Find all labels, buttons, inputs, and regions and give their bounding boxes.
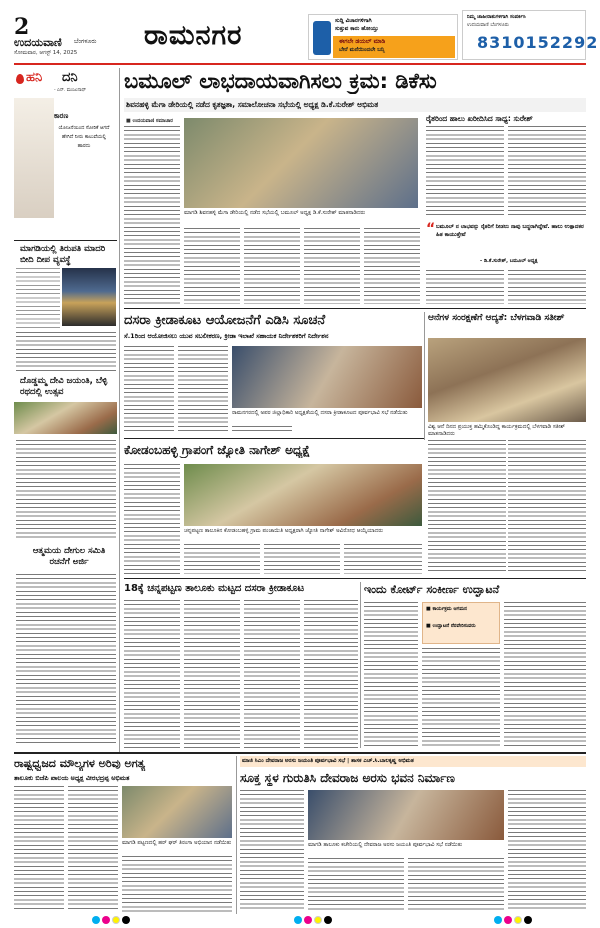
page-number: 2 bbox=[14, 14, 30, 40]
article-body bbox=[14, 786, 64, 912]
court-box-line: ■ ಉದ್ಘಾಟನೆ ನೆರವೇರಿಸುವರು bbox=[426, 623, 476, 629]
honey-column bbox=[14, 68, 114, 256]
registration-mark bbox=[294, 916, 302, 924]
bottom-left-headline: ರಾಷ್ಟ್ರಧ್ವಜದ ಮೌಲ್ಯಗಳ ಅರಿವು ಅಗತ್ಯ bbox=[14, 757, 146, 770]
left-headline-2: ದೊಡ್ಡಮ್ಮ ದೇವಿ ಜಯಂತಿ, ಬೆಳ್ಳಿ ರಥದಲ್ಲಿ ಉತ್ಸವ bbox=[20, 376, 108, 397]
elephant-photo-caption: ವಿಶ್ವ ಆನೆ ದಿನದ ಪ್ರಯುಕ್ತ ಹಮ್ಮಿಕೊಂಡಿದ್ದ ಕಾರ್ಯಕ್ರಮದಲ್ಲಿ ಬೆಳಗವಾಡಿ ಸತೀಶ್ ಮಾತನಾಡಿದರು bbox=[428, 424, 566, 437]
section-title: ರಾಮನಗರ bbox=[144, 20, 243, 51]
honey-author: - ಎನ್. ಮಂಜುನಾಥ್ bbox=[54, 88, 86, 93]
article-body bbox=[426, 270, 504, 304]
article-body bbox=[428, 440, 506, 574]
article-body bbox=[16, 440, 116, 540]
article-body bbox=[364, 228, 420, 304]
left-col-divider bbox=[119, 68, 120, 752]
temple-photo bbox=[14, 402, 117, 434]
court-info-box bbox=[422, 602, 500, 644]
center-ad bbox=[308, 14, 458, 60]
registration-mark bbox=[504, 916, 512, 924]
left-headline-3: ಆತ್ಮಮಯ ದೇಗುಲ ಸಮಿತಿ ರಚನೆಗೆ ಅರ್ಜಿ bbox=[32, 546, 106, 567]
article-body bbox=[124, 600, 180, 748]
phone-icon bbox=[313, 21, 331, 55]
flag-rally-caption: ಮಾಗಡಿ ಪಟ್ಟಣದಲ್ಲಿ ಹರ್ ಘರ್ ತಿರಂಗಾ ಅಭಿಯಾನ ನಡೆಯಿತು bbox=[122, 840, 232, 846]
arasu-meeting-photo bbox=[308, 790, 504, 840]
section-rule bbox=[124, 438, 424, 439]
article-body bbox=[178, 346, 228, 432]
ad-text: ಸುತ್ತುವ ಕಾರು ಹೋಯ್ತು bbox=[335, 26, 379, 32]
bottom-left-subhead: ತಾಲೂಕು ಬಿಜೆಪಿ ಪಾಲಯ ಅಧ್ಯಕ್ಷ ವೀರಭದ್ರಪ್ಪ ಅಭಿಮತ bbox=[14, 774, 130, 782]
registration-mark bbox=[92, 916, 100, 924]
registration-mark bbox=[304, 916, 312, 924]
honey-brand-a: ಹನಿ bbox=[26, 70, 43, 85]
dasara-photo-caption: ರಾಮನಗರದಲ್ಲಿ ಅಪರ ಜಿಲ್ಲಾಧಿಕಾರಿ ಅಧ್ಯಕ್ಷತೆಯಲ್ಲಿ ದಸರಾ ಕ್ರೀಡಾಕೂಟದ ಪೂರ್ವಭಾವಿ ಸಭೆ ನಡೆಯಿತು bbox=[232, 410, 408, 416]
article-body bbox=[184, 600, 240, 748]
court-box-line: ■ ಕಾರ್ಯಕ್ರಮ ಆಗಮನ bbox=[426, 606, 467, 612]
honey-title: ಕಾರಣ bbox=[54, 112, 69, 120]
ad-text: ಉದಯವಾಣಿ ಬೆಂಗಳೂರು bbox=[467, 22, 509, 28]
bottom-right-kicker: ಮಾಜಿ ಸಿಎಂ ದೇವರಾಜ ಅರಸು ಜಯಂತಿ ಪೂರ್ವಭಾವಿ ಸಭೆ | ಶಾಸಕ ಎಚ್.ಸಿ.ಬಾಲಕೃಷ್ಣ ಅಭಿಮತ bbox=[242, 758, 414, 764]
article-body bbox=[344, 544, 422, 574]
side-quote-author: - ಡಿ.ಕೆ.ಸುರೇಶ್, ಬಮೂಲ್ ಅಧ್ಯಕ್ಷ bbox=[480, 258, 538, 264]
phone-number: 8310152292 bbox=[477, 33, 599, 52]
main-photo-caption: ಮಾಗಡಿ ಶಿವನಹಳ್ಳಿ ಮೆಗಾ ಡೇರಿಯಲ್ಲಿ ನಡೆದ ಸಭೆಯಲ್ಲಿ ಬಮೂಲ್ ಅಧ್ಯಕ್ಷ ಡಿ.ಕೆ.ಸುರೇಶ್ ಮಾತನಾಡಿದರು bbox=[184, 210, 366, 216]
main-headline: ಬಮೂಲ್ ಲಾಭದಾಯವಾಗಿಸಲು ಕ್ರಮ: ಡಿಕೆಸು bbox=[124, 69, 437, 93]
registration-mark bbox=[112, 916, 120, 924]
article-body bbox=[508, 270, 586, 304]
article-body bbox=[16, 268, 60, 330]
article-body bbox=[240, 790, 304, 912]
article-body bbox=[364, 602, 418, 748]
article-body bbox=[122, 856, 232, 912]
main-byline: ■ ಉದಯವಾಣಿ ಸಮಾಚಾರ bbox=[126, 118, 173, 124]
ad-text: ಈಗಲೇ ಡಯಲ್ ಮಾಡಿ bbox=[339, 38, 386, 45]
section-rule bbox=[124, 578, 586, 579]
article-body bbox=[304, 228, 360, 304]
registration-mark bbox=[324, 916, 332, 924]
registration-mark bbox=[494, 916, 502, 924]
mid-divider bbox=[360, 582, 361, 748]
registration-mark bbox=[514, 916, 522, 924]
flame-icon bbox=[16, 74, 24, 84]
article-body bbox=[508, 790, 586, 912]
honey-brand-b: ದನಿ bbox=[62, 70, 78, 85]
honey-verse: ಯೋಜನೆಯಿಂದ ಸೋರಿಕೆ ಆಗದೆ ಹೇಗಿದೆ ನೀರು ಕಾಲುವೆಯಲ್ಲಿ ಹಾರದು bbox=[58, 125, 110, 149]
masthead bbox=[14, 14, 599, 60]
kodambahalli-photo-caption: ಚನ್ನಪಟ್ಟಣ ತಾಲೂಕಿನ ಕೋಡಂಬಹಳ್ಳಿ ಗ್ರಾಮ ಪಂಚಾಯಿತಿ ಅಧ್ಯಕ್ಷರಾಗಿ ಜ್ಯೋತಿ ನಾಗೇಶ್ ಅವಿರೋಧ ಆಯ್ಕೆಯಾದರು bbox=[184, 528, 384, 534]
article-body bbox=[408, 858, 504, 912]
paper-name: ಉದಯವಾಣಿ bbox=[14, 36, 62, 49]
bottom-divider bbox=[236, 756, 237, 914]
main-photo bbox=[184, 118, 418, 208]
article-body bbox=[232, 426, 292, 434]
section-rule bbox=[124, 308, 586, 309]
portrait-photo bbox=[14, 98, 54, 218]
arasu-meeting-caption: ಮಾಗಡಿ ತಾಲೂಕು ಕಚೇರಿಯಲ್ಲಿ ದೇವರಾಜ ಅರಸು ಜಯಂತಿ ಪೂರ್ವಭಾವಿ ಸಭೆ ನಡೆಯಿತು bbox=[308, 842, 463, 848]
article-body bbox=[124, 126, 180, 304]
left-headline-1: ಮಾಗಡಿಯಲ್ಲಿ ತಿರುಪತಿ ಮಾದರಿ ಬೀದಿ ದೀಪ ವ್ಯವಸ್ಥೆ bbox=[20, 244, 106, 265]
article-body bbox=[16, 574, 116, 746]
article-body bbox=[184, 544, 260, 574]
sports-headline: 18ಕ್ಕೆ ಚನ್ನಪಟ್ಟಣ ತಾಲೂಕು ಮಟ್ಟದ ದಸರಾ ಕ್ರೀಡಾಕೂಟ bbox=[124, 583, 305, 594]
article-body bbox=[124, 346, 174, 432]
edition: ಬೆಂಗಳೂರು bbox=[74, 38, 97, 45]
article-body bbox=[16, 332, 116, 372]
kodambahalli-headline: ಕೋಡಂಬಹಳ್ಳಿ ಗ್ರಾಪಂಗೆ ಜ್ಯೋತಿ ನಾಗೇಶ್ ಅಧ್ಯಕ್ಷೆ bbox=[124, 443, 311, 457]
flag-rally-photo bbox=[122, 786, 232, 838]
dasara-headline: ದಸರಾ ಕ್ರೀಡಾಕೂಟ ಆಯೋಜನೆಗೆ ಎಡಿಸಿ ಸೂಚನೆ bbox=[124, 313, 326, 328]
dasara-photo bbox=[232, 346, 422, 408]
elephant-headline: ಆನೆಗಳ ಸಂರಕ್ಷಣೆಗೆ ಆದ್ಯತೆ: ಬೆಳಗವಾಡಿ ಸತೀಶ್ bbox=[428, 313, 565, 323]
registration-mark bbox=[122, 916, 130, 924]
side-quote: ಬಮೂಲ್ ನ ಲಾಭವನ್ನು ರೈತರಿಗೆ ನೀಡಲು ನಾವು ಬದ್ಧರಾಗಿದ್ದೇವೆ. ಹಾಲು ಉತ್ಪಾದಕರ ಹಿತ ಕಾಯುತ್ತೇವೆ bbox=[436, 224, 584, 238]
issue-date: ಸೋಮವಾರ, ಆಗಸ್ಟ್ 14, 2025 bbox=[14, 50, 78, 56]
article-body bbox=[426, 126, 504, 218]
registration-mark bbox=[102, 916, 110, 924]
bottom-right-headline: ಸೂಕ್ತ ಸ್ಥಳ ಗುರುತಿಸಿ ದೇವರಾಜ ಅರಸು ಭವನ ನಿರ್ಮಾಣ bbox=[240, 771, 455, 785]
main-subhead: ಶಿವನಹಳ್ಳಿ ಮೆಗಾ ಡೇರಿಯಲ್ಲಿ ನಡೆದ ಕೃತಜ್ಞತಾ, ಸಮಾಲೋಚನಾ ಸಭೆಯಲ್ಲಿ ಅಧ್ಯಕ್ಷ ಡಿ.ಕೆ.ಸುರೇಶ್ ಅಭಿಮತ bbox=[126, 100, 379, 109]
ad-text: ಬೇರೆ ಮನೆಯಿಂದಲೇ ಬನ್ನಿ bbox=[339, 47, 385, 53]
right-ad bbox=[462, 10, 599, 60]
article-body bbox=[508, 440, 586, 574]
dasara-subhead: ಸೆ.1ರಿಂದ ಆಯೋಜಿಸಲು ಯುವ ಸಬಲೀಕರಣ, ಕ್ರೀಡಾ ಇಲಾಖೆ ಸಹಾಯಕ ನಿರ್ದೇಶಕರಿಗೆ ನಿರ್ದೇಶನ bbox=[124, 332, 329, 340]
article-body bbox=[68, 786, 118, 912]
side-headline: ರೈತರಿಂದ ಹಾಲು ಖರೀದಿಸಿದ ಸಾಧ್ಯ: ಸುರೇಶ್ bbox=[426, 114, 533, 123]
ad-text: ನಿಮ್ಮ ಜಾಹೀರಾತುಗಳಿಗಾಗಿ ಸಂಪರ್ಕಿಸಿ bbox=[467, 14, 526, 20]
registration-mark bbox=[524, 916, 532, 924]
street-lights-photo bbox=[62, 268, 116, 326]
article-body bbox=[124, 464, 180, 574]
article-body bbox=[264, 544, 340, 574]
article-body bbox=[184, 228, 240, 304]
article-body bbox=[244, 228, 300, 304]
article-body bbox=[508, 126, 586, 218]
masthead-rule bbox=[14, 63, 586, 65]
article-body bbox=[308, 858, 404, 912]
quote-mark-icon: “ bbox=[426, 221, 436, 237]
court-headline: ಇಂದು ಕೋರ್ಟ್ ಸಂಕೀರ್ಣ ಉದ್ಘಾಟನೆ bbox=[364, 583, 500, 596]
registration-mark bbox=[314, 916, 322, 924]
article-body bbox=[504, 602, 586, 748]
mid-divider bbox=[424, 312, 425, 440]
column-rule bbox=[14, 240, 117, 241]
article-body bbox=[422, 648, 500, 748]
elephant-photo bbox=[428, 338, 586, 422]
article-body bbox=[244, 600, 300, 748]
article-body bbox=[304, 600, 358, 748]
section-rule bbox=[14, 752, 586, 754]
kodambahalli-photo bbox=[184, 464, 422, 526]
ad-text: ಸುದ್ದಿ ವಿಚಾರಗಳಿಗಾಗಿ bbox=[335, 18, 372, 24]
